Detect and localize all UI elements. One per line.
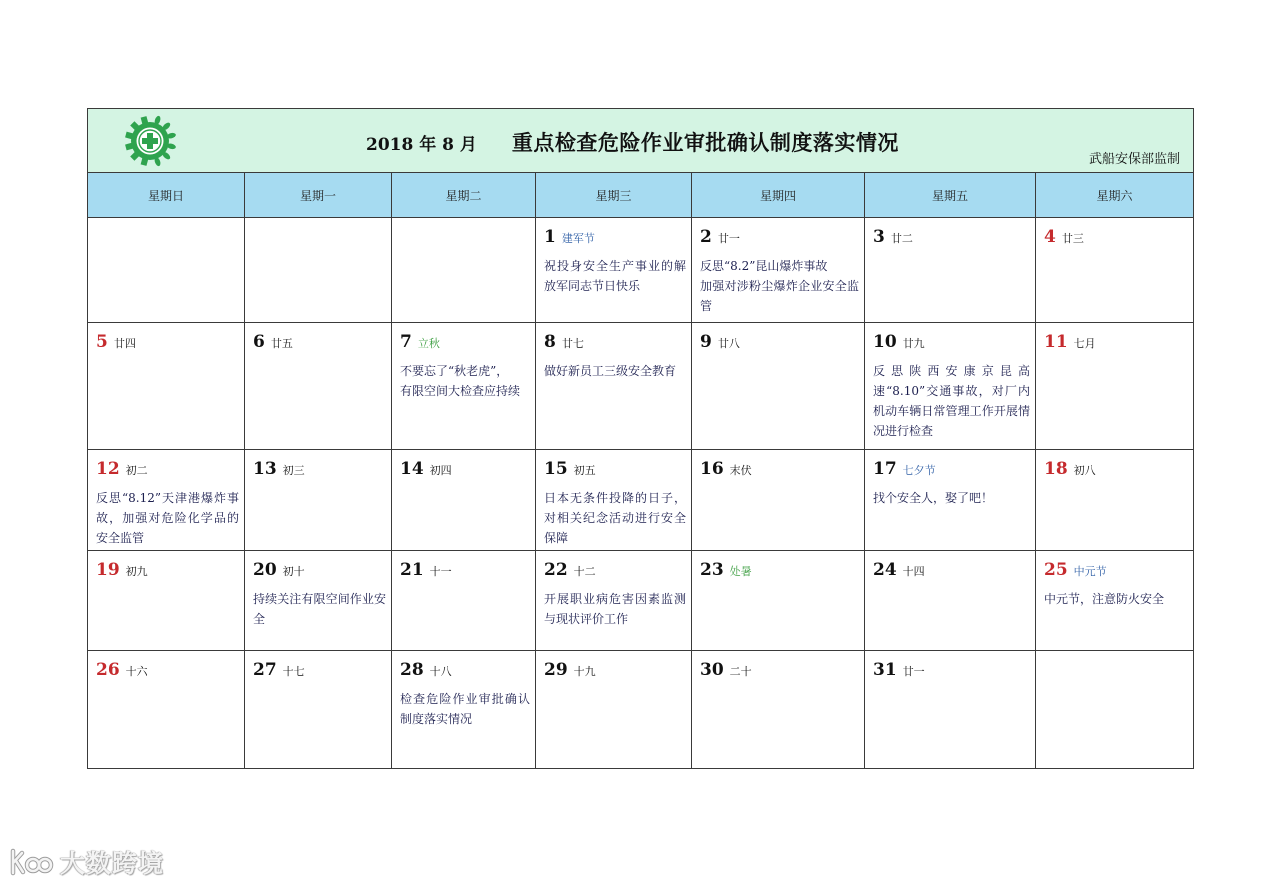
day-number: 3 bbox=[873, 227, 885, 247]
lunar-date-label: 廿四 bbox=[113, 337, 136, 350]
weekday-header: 星期一 bbox=[245, 173, 392, 218]
day-number: 2 bbox=[700, 227, 712, 247]
day-header bbox=[544, 660, 686, 682]
lunar-date-label: 廿五 bbox=[270, 337, 293, 350]
day-number: 19 bbox=[96, 560, 120, 580]
lunar-date-label: 廿一 bbox=[717, 232, 740, 245]
weekday-header: 星期四 bbox=[692, 173, 865, 218]
calendar-day-cell bbox=[88, 323, 245, 450]
day-header bbox=[544, 459, 686, 481]
day-header bbox=[873, 332, 1030, 354]
day-number: 4 bbox=[1044, 227, 1056, 247]
day-header bbox=[400, 560, 530, 582]
lunar-date-label: 七夕节 bbox=[902, 464, 936, 477]
calendar-day-cell bbox=[245, 651, 392, 768]
weekday-header: 星期五 bbox=[865, 173, 1036, 218]
day-number: 20 bbox=[253, 560, 277, 580]
day-number: 17 bbox=[873, 459, 897, 479]
day-header bbox=[1044, 227, 1188, 249]
day-header bbox=[544, 332, 686, 354]
calendar-day-cell bbox=[245, 323, 392, 450]
title-date: 2018 年 8 月 bbox=[366, 135, 477, 155]
day-header bbox=[253, 660, 386, 682]
calendar-day-cell bbox=[1036, 551, 1193, 651]
day-header bbox=[253, 459, 386, 481]
calendar-day-cell bbox=[865, 651, 1036, 768]
day-note: 反思“8.12”天津港爆炸事故，加强对危险化学品的安全监管 bbox=[96, 491, 239, 545]
day-number: 8 bbox=[544, 332, 556, 352]
lunar-date-label: 十九 bbox=[573, 665, 596, 678]
day-header bbox=[253, 332, 386, 354]
calendar-day-cell bbox=[1036, 218, 1193, 323]
day-number: 24 bbox=[873, 560, 897, 580]
page-title bbox=[366, 127, 899, 157]
calendar-day-cell bbox=[88, 551, 245, 651]
calendar-day-cell bbox=[392, 450, 536, 551]
day-number: 25 bbox=[1044, 560, 1068, 580]
day-header bbox=[700, 660, 859, 682]
calendar-day-cell bbox=[392, 323, 536, 450]
weekday-header: 星期三 bbox=[536, 173, 692, 218]
day-header bbox=[700, 227, 859, 249]
calendar-day-cell bbox=[536, 551, 692, 651]
calendar-day-cell bbox=[88, 450, 245, 551]
calendar-day-cell bbox=[692, 651, 865, 768]
calendar-day-cell bbox=[692, 450, 865, 551]
calendar-day-cell bbox=[392, 651, 536, 768]
lunar-date-label: 十六 bbox=[125, 665, 148, 678]
lunar-date-label: 廿一 bbox=[902, 665, 925, 678]
lunar-date-label: 初五 bbox=[573, 464, 596, 477]
day-header bbox=[1044, 332, 1188, 354]
day-header bbox=[400, 459, 530, 481]
calendar-day-cell bbox=[1036, 450, 1193, 551]
calendar-day-cell bbox=[536, 323, 692, 450]
day-header bbox=[873, 560, 1030, 582]
day-header bbox=[700, 560, 859, 582]
day-header bbox=[96, 660, 239, 682]
watermark bbox=[8, 844, 164, 880]
day-number: 22 bbox=[544, 560, 568, 580]
day-note: 开展职业病危害因素监测与现状评价工作 bbox=[544, 592, 686, 626]
lunar-date-label: 初四 bbox=[429, 464, 452, 477]
day-header bbox=[96, 560, 239, 582]
calendar-day-cell bbox=[692, 551, 865, 651]
day-header bbox=[544, 227, 686, 249]
calendar-empty-cell bbox=[88, 218, 245, 323]
day-header bbox=[873, 459, 1030, 481]
lunar-date-label: 十二 bbox=[573, 565, 596, 578]
calendar-day-cell bbox=[1036, 323, 1193, 450]
lunar-date-label: 二十 bbox=[729, 665, 752, 678]
lunar-date-label: 建军节 bbox=[561, 232, 595, 245]
day-number: 29 bbox=[544, 660, 568, 680]
day-number: 23 bbox=[700, 560, 724, 580]
lunar-date-label: 廿八 bbox=[717, 337, 740, 350]
calendar-day-cell bbox=[245, 450, 392, 551]
lunar-date-label: 初九 bbox=[125, 565, 148, 578]
weekday-header: 星期日 bbox=[88, 173, 245, 218]
lunar-date-label: 末伏 bbox=[729, 464, 752, 477]
weekday-header: 星期二 bbox=[392, 173, 536, 218]
calendar-empty-cell bbox=[392, 218, 536, 323]
lunar-date-label: 初三 bbox=[282, 464, 305, 477]
day-header bbox=[873, 660, 1030, 682]
calendar-day-cell bbox=[692, 323, 865, 450]
day-number: 9 bbox=[700, 332, 712, 352]
day-number: 31 bbox=[873, 660, 897, 680]
day-note: 找个安全人，娶了吧！ bbox=[873, 491, 994, 505]
day-note: 反思“8.2”昆山爆炸事故 加强对涉粉尘爆炸企业安全监管 bbox=[700, 259, 859, 313]
lunar-date-label: 立秋 bbox=[417, 337, 440, 350]
calendar-day-cell bbox=[692, 218, 865, 323]
lunar-date-label: 中元节 bbox=[1073, 565, 1107, 578]
calendar-day-cell bbox=[536, 450, 692, 551]
lunar-date-label: 十七 bbox=[282, 665, 305, 678]
day-number: 11 bbox=[1044, 332, 1068, 352]
day-header bbox=[1044, 560, 1188, 582]
day-note: 反思陕西安康京昆高速“8.10”交通事故，对厂内机动车辆日常管理工作开展情况进行检查 bbox=[873, 364, 1030, 438]
day-note: 持续关注有限空间作业安全 bbox=[253, 592, 386, 626]
day-number: 30 bbox=[700, 660, 724, 680]
calendar-day-cell bbox=[865, 218, 1036, 323]
day-header bbox=[400, 332, 530, 354]
day-number: 7 bbox=[400, 332, 412, 352]
day-number: 27 bbox=[253, 660, 277, 680]
watermark-text: 大数跨境 bbox=[60, 849, 165, 878]
calendar-day-cell bbox=[88, 651, 245, 768]
day-header bbox=[96, 332, 239, 354]
day-number: 15 bbox=[544, 459, 568, 479]
issuer-label: 武船安保部监制 bbox=[1088, 152, 1180, 167]
day-number: 10 bbox=[873, 332, 897, 352]
calendar-header-band bbox=[88, 109, 1193, 173]
lunar-date-label: 十四 bbox=[902, 565, 925, 578]
lunar-date-label: 初十 bbox=[282, 565, 305, 578]
lunar-date-label: 廿二 bbox=[890, 232, 913, 245]
day-header bbox=[700, 459, 859, 481]
day-number: 21 bbox=[400, 560, 424, 580]
day-number: 16 bbox=[700, 459, 724, 479]
calendar-day-cell bbox=[392, 551, 536, 651]
day-number: 13 bbox=[253, 459, 277, 479]
day-number: 18 bbox=[1044, 459, 1068, 479]
lunar-date-label: 七月 bbox=[1073, 337, 1096, 350]
lunar-date-label: 处暑 bbox=[729, 565, 752, 578]
day-number: 14 bbox=[400, 459, 424, 479]
gear-cross-safety-logo-icon bbox=[122, 114, 178, 168]
calendar-empty-cell bbox=[1036, 651, 1193, 768]
day-note: 日本无条件投降的日子，对相关纪念活动进行安全保障 bbox=[544, 491, 686, 545]
lunar-date-label: 十一 bbox=[429, 565, 452, 578]
day-number: 6 bbox=[253, 332, 265, 352]
calendar-day-cell bbox=[865, 551, 1036, 651]
calendar-grid bbox=[88, 173, 1193, 768]
calendar-day-cell bbox=[865, 450, 1036, 551]
lunar-date-label: 十八 bbox=[429, 665, 452, 678]
day-header bbox=[400, 660, 530, 682]
lunar-date-label: 初八 bbox=[1073, 464, 1096, 477]
calendar-empty-cell bbox=[245, 218, 392, 323]
day-note: 做好新员工三级安全教育 bbox=[544, 364, 677, 378]
day-number: 12 bbox=[96, 459, 120, 479]
day-note: 不要忘了“秋老虎”， 有限空间大检查应持续 bbox=[400, 364, 521, 398]
day-header bbox=[1044, 459, 1188, 481]
lunar-date-label: 廿三 bbox=[1061, 232, 1084, 245]
day-header bbox=[544, 560, 686, 582]
watermark-logo-icon bbox=[8, 845, 54, 879]
day-number: 1 bbox=[544, 227, 556, 247]
day-header bbox=[873, 227, 1030, 249]
title-text: 重点检查危险作业审批确认制度落实情况 bbox=[511, 130, 899, 155]
calendar-sheet bbox=[87, 108, 1194, 769]
calendar-day-cell bbox=[536, 651, 692, 768]
day-number: 5 bbox=[96, 332, 108, 352]
calendar-day-cell bbox=[245, 551, 392, 651]
lunar-date-label: 初二 bbox=[125, 464, 148, 477]
calendar-day-cell bbox=[865, 323, 1036, 450]
day-header bbox=[96, 459, 239, 481]
day-note: 祝投身安全生产事业的解放军同志节日快乐 bbox=[544, 259, 686, 293]
weekday-header: 星期六 bbox=[1036, 173, 1193, 218]
calendar-day-cell bbox=[536, 218, 692, 323]
lunar-date-label: 廿九 bbox=[902, 337, 925, 350]
day-header bbox=[253, 560, 386, 582]
day-number: 28 bbox=[400, 660, 424, 680]
day-note: 中元节，注意防火安全 bbox=[1044, 592, 1165, 606]
day-note: 检查危险作业审批确认制度落实情况 bbox=[400, 692, 530, 726]
day-number: 26 bbox=[96, 660, 120, 680]
day-header bbox=[700, 332, 859, 354]
lunar-date-label: 廿七 bbox=[561, 337, 584, 350]
